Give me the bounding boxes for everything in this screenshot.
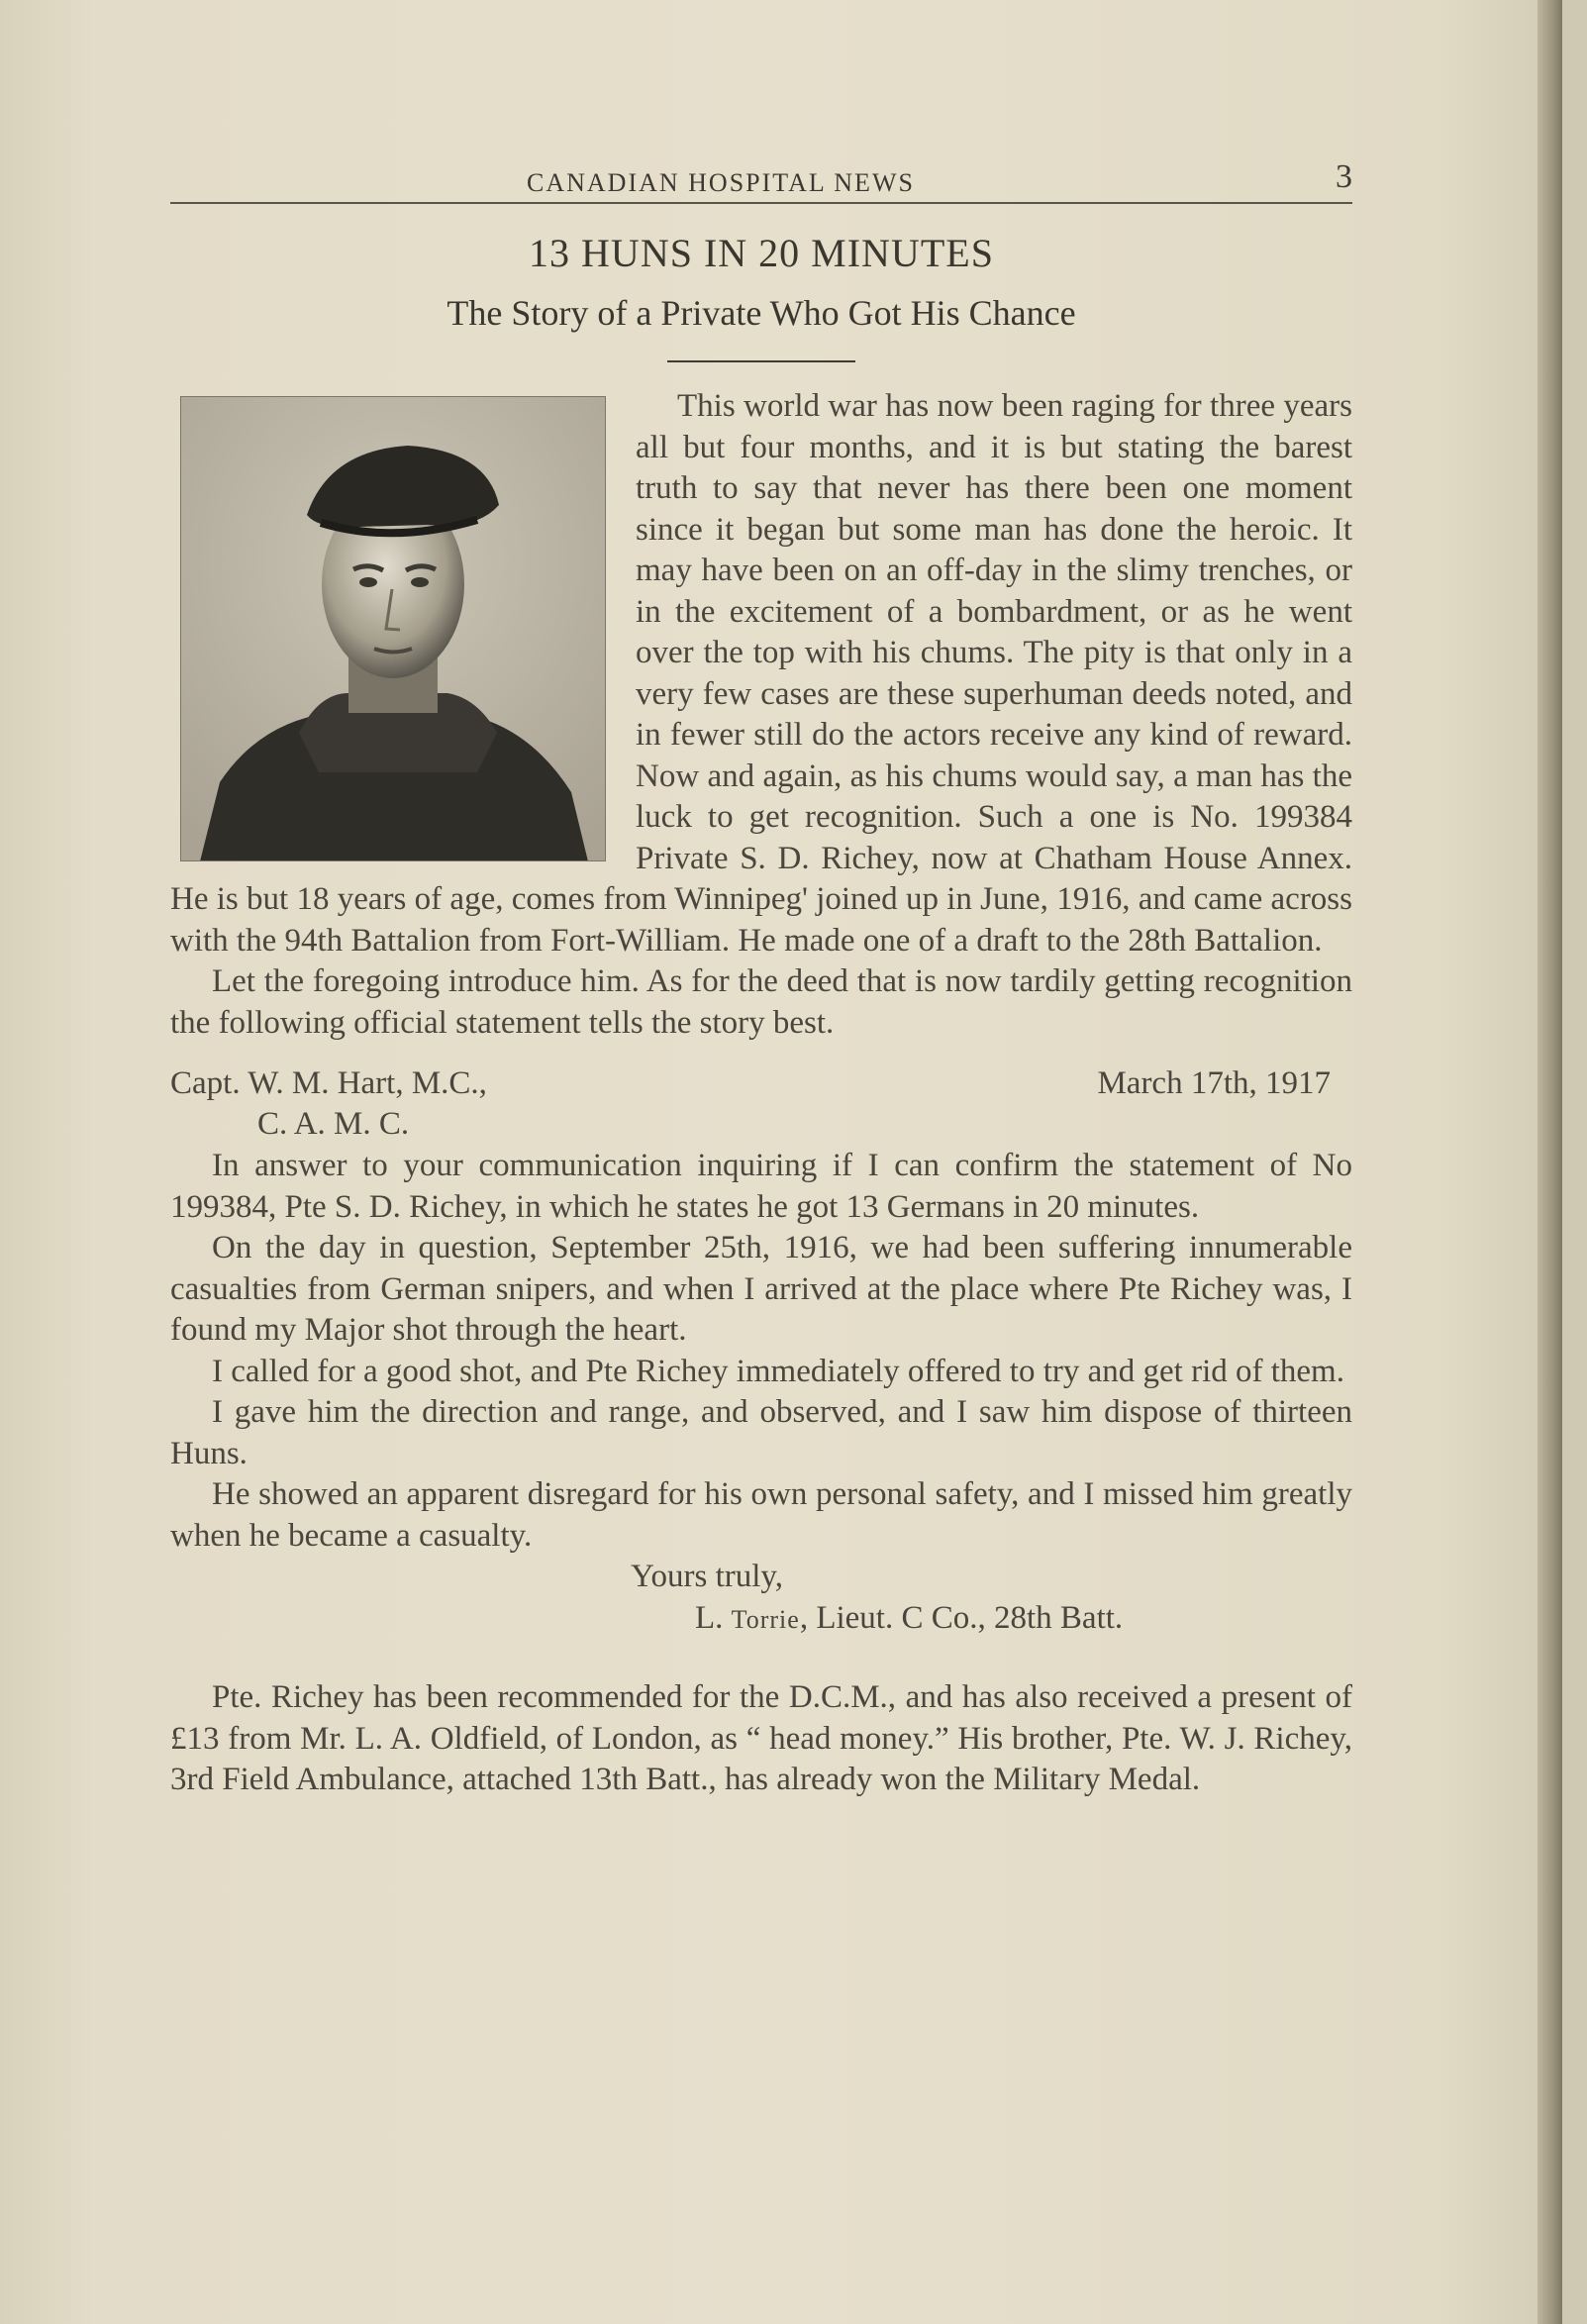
letter-recipient-unit: C. A. M. C. bbox=[257, 1106, 410, 1142]
running-head bbox=[170, 158, 1352, 204]
title-rule bbox=[667, 360, 855, 362]
intro-paragraph: This world war has now been raging for three years all but four months, and it is but stating the barest truth to say that never has there been one moment since it began but some man has done the heroic. It may have been on an off-day in the slimy trenches, or in the excitement of a bombardment, or as he went over the top with his chums. The pity is that only in a very few cases are these superhuman deeds noted, and in fewer still do the actors receive any kind of reward. Now and again, as his chums would say, a man has the luck to get recognition. Such a one is No. 199384 Private S. D. Richey, now at Chatham House Annex. He is but 18 years of age, comes from Winnipeg' joined up in June, 1916, and came across with the 94th Battalion from Fort-William. He made one of a draft to the 28th Battalion. bbox=[170, 388, 1352, 959]
letter-paragraph-1: In answer to your communication inquiring if I can confirm the statement of No 199384, Pte S. D. Richey, in which he states he got 13 Germans in 20 minutes. bbox=[170, 1148, 1352, 1225]
letter-paragraph-3: I called for a good shot, and Pte Richey immediately offered to try and get rid of them. bbox=[212, 1353, 1344, 1389]
signature-name: Torrie bbox=[731, 1604, 800, 1634]
signature-initial: L. bbox=[695, 1599, 724, 1636]
page-edge bbox=[1537, 0, 1562, 2324]
letter-paragraph-2: On the day in question, September 25th, 1916, we had been suffering innumerable casualties from German snipers, and when I arrived at the place where Pte Richey was, I found my Major shot through the heart. bbox=[170, 1230, 1352, 1348]
text-column bbox=[170, 158, 1352, 1801]
letter-signature bbox=[170, 1598, 1352, 1641]
signature-rank: , Lieut. C Co., 28th Batt. bbox=[799, 1599, 1124, 1636]
running-title: CANADIAN HOSPITAL NEWS bbox=[527, 168, 915, 197]
letter-recipient: Capt. W. M. Hart, M.C., bbox=[170, 1065, 487, 1101]
letter-header bbox=[170, 1063, 1352, 1146]
letter-paragraph-4: I gave him the direction and range, and observed, and I saw him dispose of thirteen Huns. bbox=[170, 1394, 1352, 1471]
article-subtitle: The Story of a Private Who Got His Chance bbox=[446, 293, 1076, 333]
postscript-paragraph: Pte. Richey has been recommended for the D.C.M., and has also received a present of £13 from Mr. L. A. Oldfield, of London, as “ head money.” His brother, Pte. W. J. Richey, 3rd Field Ambulance, attached 13th Batt., has already won the Military Medal. bbox=[170, 1679, 1352, 1797]
article-title: 13 HUNS IN 20 MINUTES bbox=[529, 231, 994, 275]
letter-closing: Yours truly, bbox=[631, 1559, 784, 1594]
soldier-portrait bbox=[180, 396, 606, 861]
letter-date: March 17th, 1917 bbox=[1097, 1065, 1331, 1101]
letter-paragraph-5: He showed an apparent disregard for his own personal safety, and I missed him greatly when he became a casualty. bbox=[170, 1476, 1352, 1554]
transition-paragraph: Let the foregoing introduce him. As for the deed that is now tardily getting recognition the following official statement tells the story best. bbox=[170, 963, 1352, 1041]
page-number: 3 bbox=[1336, 158, 1352, 195]
